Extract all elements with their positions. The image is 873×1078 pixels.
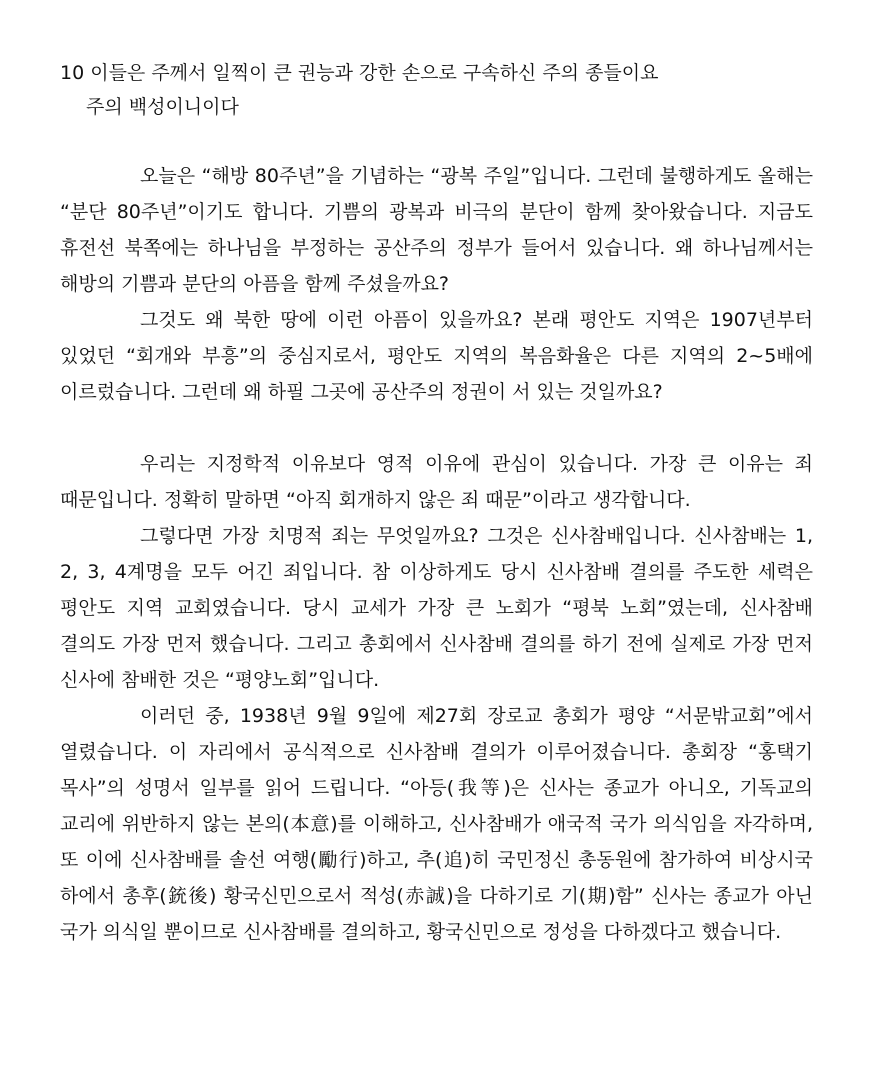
paragraph-2: 그것도 왜 북한 땅에 이런 아픔이 있을까요? 본래 평안도 지역은 1907년부터 있었던 “회개와 부흥”의 중심지로서, 평안도 지역의 복음화율은 다른 지역의 2~5배에 이르렀습니다. 그런데 왜 하필 그곳에 공산주의 정권이 서 있는 것일까요? — [60, 309, 813, 403]
paragraph-3: 우리는 지정학적 이유보다 영적 이유에 관심이 있습니다. 가장 큰 이유는 죄 때문입니다. 정확히 말하면 “아직 회개하지 않은 죄 때문”이라고 생각합니다. — [60, 453, 813, 511]
paragraph-gap — [60, 410, 813, 446]
verse-line-1: 10 이들은 주께서 일찍이 큰 권능과 강한 손으로 구속하신 주의 종들이요 — [60, 62, 659, 84]
sermon-body — [60, 158, 813, 950]
verse-line-2: 주의 백성이니이다 — [86, 96, 239, 118]
paragraph-1: 오늘은 “해방 80주년”을 기념하는 “광복 주일”입니다. 그런데 불행하게도 올해는 “분단 80주년”이기도 합니다. 기쁨의 광복과 비극의 분단이 함께 찾아왔습니다. 지금도 휴전선 북쪽에는 하나님을 부정하는 공산주의 정부가 들어서 있습니다. 왜 하나님께서는 해방의 기쁨과 분단의 아픔을 함께 주셨을까요? — [60, 165, 813, 295]
paragraph-5: 이러던 중, 1938년 9월 9일에 제27회 장로교 총회가 평양 “서문밖교회”에서 열렸습니다. 이 자리에서 공식적으로 신사참배 결의가 이루어졌습니다. 총회장 “홍택기 목사”의 성명서 일부를 읽어 드립니다. “아등(我等)은 신사는 종교가 아니오, 기독교의 교리에 위반하지 않는 본의(本意)를 이해하고, 신사참배가 애국적 국가 의식임을 자각하며, 또 이에 신사참배를 솔선 여행(勵行)하고, 추(追)히 국민정신 총동원에 참가하여 비상시국 하에서 총후(銃後) 황국신민으로서 적성(赤誠)을 다하기로 기(期)함” 신사는 종교가 아닌 국가 의식일 뿐이므로 신사참배를 결의하고, 황국신민으로 정성을 다하겠다고 했습니다. — [60, 705, 813, 943]
paragraph-4: 그렇다면 가장 치명적 죄는 무엇일까요? 그것은 신사참배입니다. 신사참배는 1, 2, 3, 4계명을 모두 어긴 죄입니다. 참 이상하게도 당시 신사참배 결의를 주도한 세력은 평안도 지역 교회였습니다. 당시 교세가 가장 큰 노회가 “평북 노회”였는데, 신사참배 결의도 가장 먼저 했습니다. 그리고 총회에서 신사참배 결의를 하기 전에 실제로 가장 먼저 신사에 참배한 것은 “평양노회”입니다. — [60, 525, 813, 691]
scripture-verse — [60, 56, 813, 124]
